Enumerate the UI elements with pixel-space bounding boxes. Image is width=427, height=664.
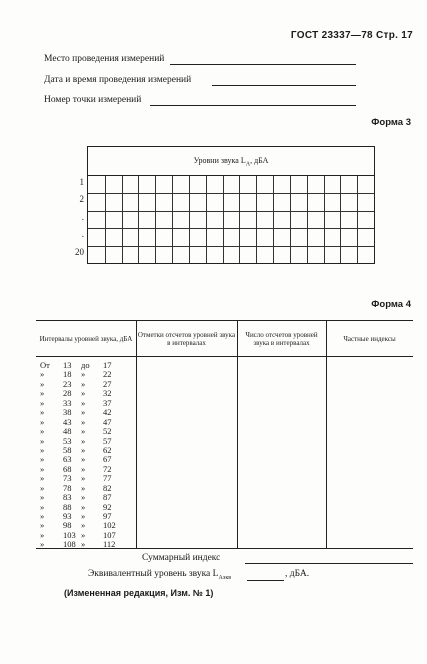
grid-vline	[273, 176, 274, 263]
grid-hline	[88, 246, 374, 247]
grid-hline	[88, 228, 374, 229]
interval-row	[36, 446, 136, 455]
interval-cell: 83	[63, 492, 72, 503]
equiv-level-unit: , дБА.	[285, 569, 310, 579]
interval-row	[36, 531, 136, 540]
interval-cell: 13	[63, 360, 72, 370]
interval-cell: »	[81, 416, 86, 427]
form3-table	[87, 146, 375, 264]
field-datetime-label: Дата и время проведения измерений	[44, 75, 192, 85]
form3-row-label: .	[81, 229, 84, 240]
interval-cell: »	[81, 397, 86, 408]
interval-cell: 42	[103, 407, 112, 418]
interval-cell: 73	[63, 473, 72, 484]
field-point-label: Номер точки измерений	[44, 95, 142, 105]
interval-cell: до	[81, 360, 90, 370]
sum-index-line	[245, 563, 413, 564]
interval-cell: 53	[63, 435, 72, 446]
interval-cell: »	[81, 369, 86, 380]
interval-cell: 68	[63, 463, 72, 474]
interval-row	[36, 512, 136, 521]
interval-cell: »	[81, 520, 86, 531]
interval-cell: 58	[63, 444, 72, 455]
interval-cell: »	[40, 529, 45, 540]
field-place-line	[170, 64, 356, 65]
interval-cell: От	[40, 360, 50, 370]
col-separator	[326, 321, 327, 548]
interval-cell: »	[81, 529, 86, 540]
col-head-intervals: Интервалы уровней звука, дБА	[36, 321, 136, 357]
interval-cell: 92	[103, 501, 112, 512]
interval-cell: 23	[63, 378, 72, 389]
interval-cell: »	[81, 388, 86, 399]
interval-cell: »	[40, 369, 45, 380]
interval-row	[36, 503, 136, 512]
interval-cell: 48	[63, 426, 72, 437]
interval-cell: 67	[103, 454, 112, 465]
interval-cell: 62	[103, 444, 112, 455]
interval-cell: »	[40, 511, 45, 521]
interval-cell: 112	[103, 539, 116, 550]
interval-cell: »	[40, 397, 45, 408]
revision-note: (Измененная редакция, Изм. № 1)	[64, 588, 214, 598]
equiv-level-line	[247, 580, 284, 581]
grid-vline	[256, 176, 257, 263]
interval-cell: 57	[103, 435, 112, 446]
grid-vline	[307, 176, 308, 263]
interval-row	[36, 427, 136, 436]
col-head-count: Число отсчетов уровней звука в интервалах	[237, 321, 326, 357]
equiv-level-label: Эквивалентный уровень звука $L_{Aэкв}$	[88, 569, 232, 581]
grid-vline	[324, 176, 325, 263]
grid-vline	[340, 176, 341, 263]
form3-title: Уровни звука $L_A$, дБА	[88, 147, 374, 176]
interval-cell: »	[81, 463, 86, 474]
interval-cell: »	[40, 463, 45, 474]
interval-cell: 37	[103, 397, 112, 408]
interval-row	[36, 418, 136, 427]
grid-hline	[88, 193, 374, 194]
interval-row	[36, 465, 136, 474]
interval-cell: »	[40, 473, 45, 484]
interval-cell: 72	[103, 463, 112, 474]
interval-cell: »	[81, 426, 86, 437]
interval-cell: 78	[63, 482, 72, 493]
interval-cell: »	[40, 482, 45, 493]
grid-vline	[357, 176, 358, 263]
interval-cell: »	[40, 378, 45, 389]
interval-row	[36, 399, 136, 408]
interval-cell: »	[40, 426, 45, 437]
interval-cell: 98	[63, 520, 72, 531]
form3-grid	[88, 176, 374, 263]
interval-cell: »	[40, 444, 45, 455]
interval-cell: »	[81, 539, 86, 550]
interval-cell: 43	[63, 416, 72, 427]
interval-cell: »	[40, 492, 45, 503]
col-separator	[237, 321, 238, 548]
interval-row	[36, 484, 136, 493]
interval-cell: 82	[103, 482, 112, 493]
interval-row	[36, 540, 136, 549]
interval-cell: »	[81, 435, 86, 446]
grid-vline	[105, 176, 106, 263]
interval-cell: 102	[103, 520, 116, 531]
interval-cell: 87	[103, 492, 112, 503]
col-head-indices: Частные индексы	[326, 321, 413, 357]
form4-label: Форма 4	[371, 299, 411, 310]
interval-cell: »	[40, 435, 45, 446]
grid-vline	[172, 176, 173, 263]
interval-row	[36, 493, 136, 502]
interval-cell: »	[40, 388, 45, 399]
interval-cell: 77	[103, 473, 112, 484]
interval-list	[36, 361, 136, 550]
interval-row	[36, 389, 136, 398]
interval-row	[36, 521, 136, 530]
col-head-marks: Отметки отсчетов уровней звука в интервалах	[136, 321, 237, 357]
grid-vline	[155, 176, 156, 263]
interval-cell: »	[81, 511, 86, 521]
interval-cell: 88	[63, 501, 72, 512]
grid-hline	[88, 211, 374, 212]
field-point-line	[150, 105, 356, 106]
grid-vline	[239, 176, 240, 263]
interval-cell: »	[81, 492, 86, 503]
field-place-label: Место проведения измерений	[44, 54, 165, 64]
interval-row	[36, 370, 136, 379]
sum-index-label: Суммарный индекс	[142, 553, 221, 563]
interval-cell: »	[81, 454, 86, 465]
form3-row-label: .	[81, 211, 84, 222]
interval-cell: »	[40, 407, 45, 418]
field-datetime-line	[212, 85, 356, 86]
grid-vline	[138, 176, 139, 263]
interval-row	[36, 474, 136, 483]
interval-row	[36, 437, 136, 446]
form4-table	[36, 320, 413, 549]
grid-vline	[206, 176, 207, 263]
interval-cell: »	[81, 407, 86, 418]
interval-row	[36, 455, 136, 464]
interval-cell: »	[81, 482, 86, 493]
interval-cell: 47	[103, 416, 112, 427]
interval-cell: »	[81, 473, 86, 484]
grid-vline	[223, 176, 224, 263]
interval-cell: 107	[103, 529, 116, 540]
interval-cell: 17	[103, 360, 112, 370]
interval-cell: »	[40, 501, 45, 512]
interval-cell: 103	[63, 529, 76, 540]
grid-vline	[122, 176, 123, 263]
form3-row-label: 20	[75, 246, 84, 257]
form3-row-label: 1	[79, 177, 84, 187]
interval-cell: 108	[63, 539, 76, 550]
form3-row-label: 2	[79, 194, 84, 205]
interval-cell: »	[81, 501, 86, 512]
interval-cell: 28	[63, 388, 72, 399]
col-separator	[136, 321, 137, 548]
interval-cell: 63	[63, 454, 72, 465]
interval-cell: 97	[103, 511, 112, 521]
interval-cell: 27	[103, 378, 112, 389]
interval-cell: 52	[103, 426, 112, 437]
interval-cell: 93	[63, 511, 72, 521]
interval-cell: 38	[63, 407, 72, 418]
interval-row	[36, 361, 136, 370]
grid-vline	[189, 176, 190, 263]
interval-cell: »	[81, 378, 86, 389]
interval-cell: »	[40, 454, 45, 465]
grid-vline	[290, 176, 291, 263]
interval-cell: 33	[63, 397, 72, 408]
form3-label: Форма 3	[371, 117, 411, 128]
interval-cell: »	[40, 416, 45, 427]
interval-row	[36, 408, 136, 417]
interval-cell: »	[40, 520, 45, 531]
interval-row	[36, 380, 136, 389]
interval-cell: »	[40, 539, 45, 550]
page-header: ГОСТ 23337—78 Стр. 17	[290, 30, 413, 41]
interval-cell: »	[81, 444, 86, 455]
interval-cell: 22	[103, 369, 112, 380]
interval-cell: 32	[103, 388, 112, 399]
interval-cell: 18	[63, 369, 72, 380]
